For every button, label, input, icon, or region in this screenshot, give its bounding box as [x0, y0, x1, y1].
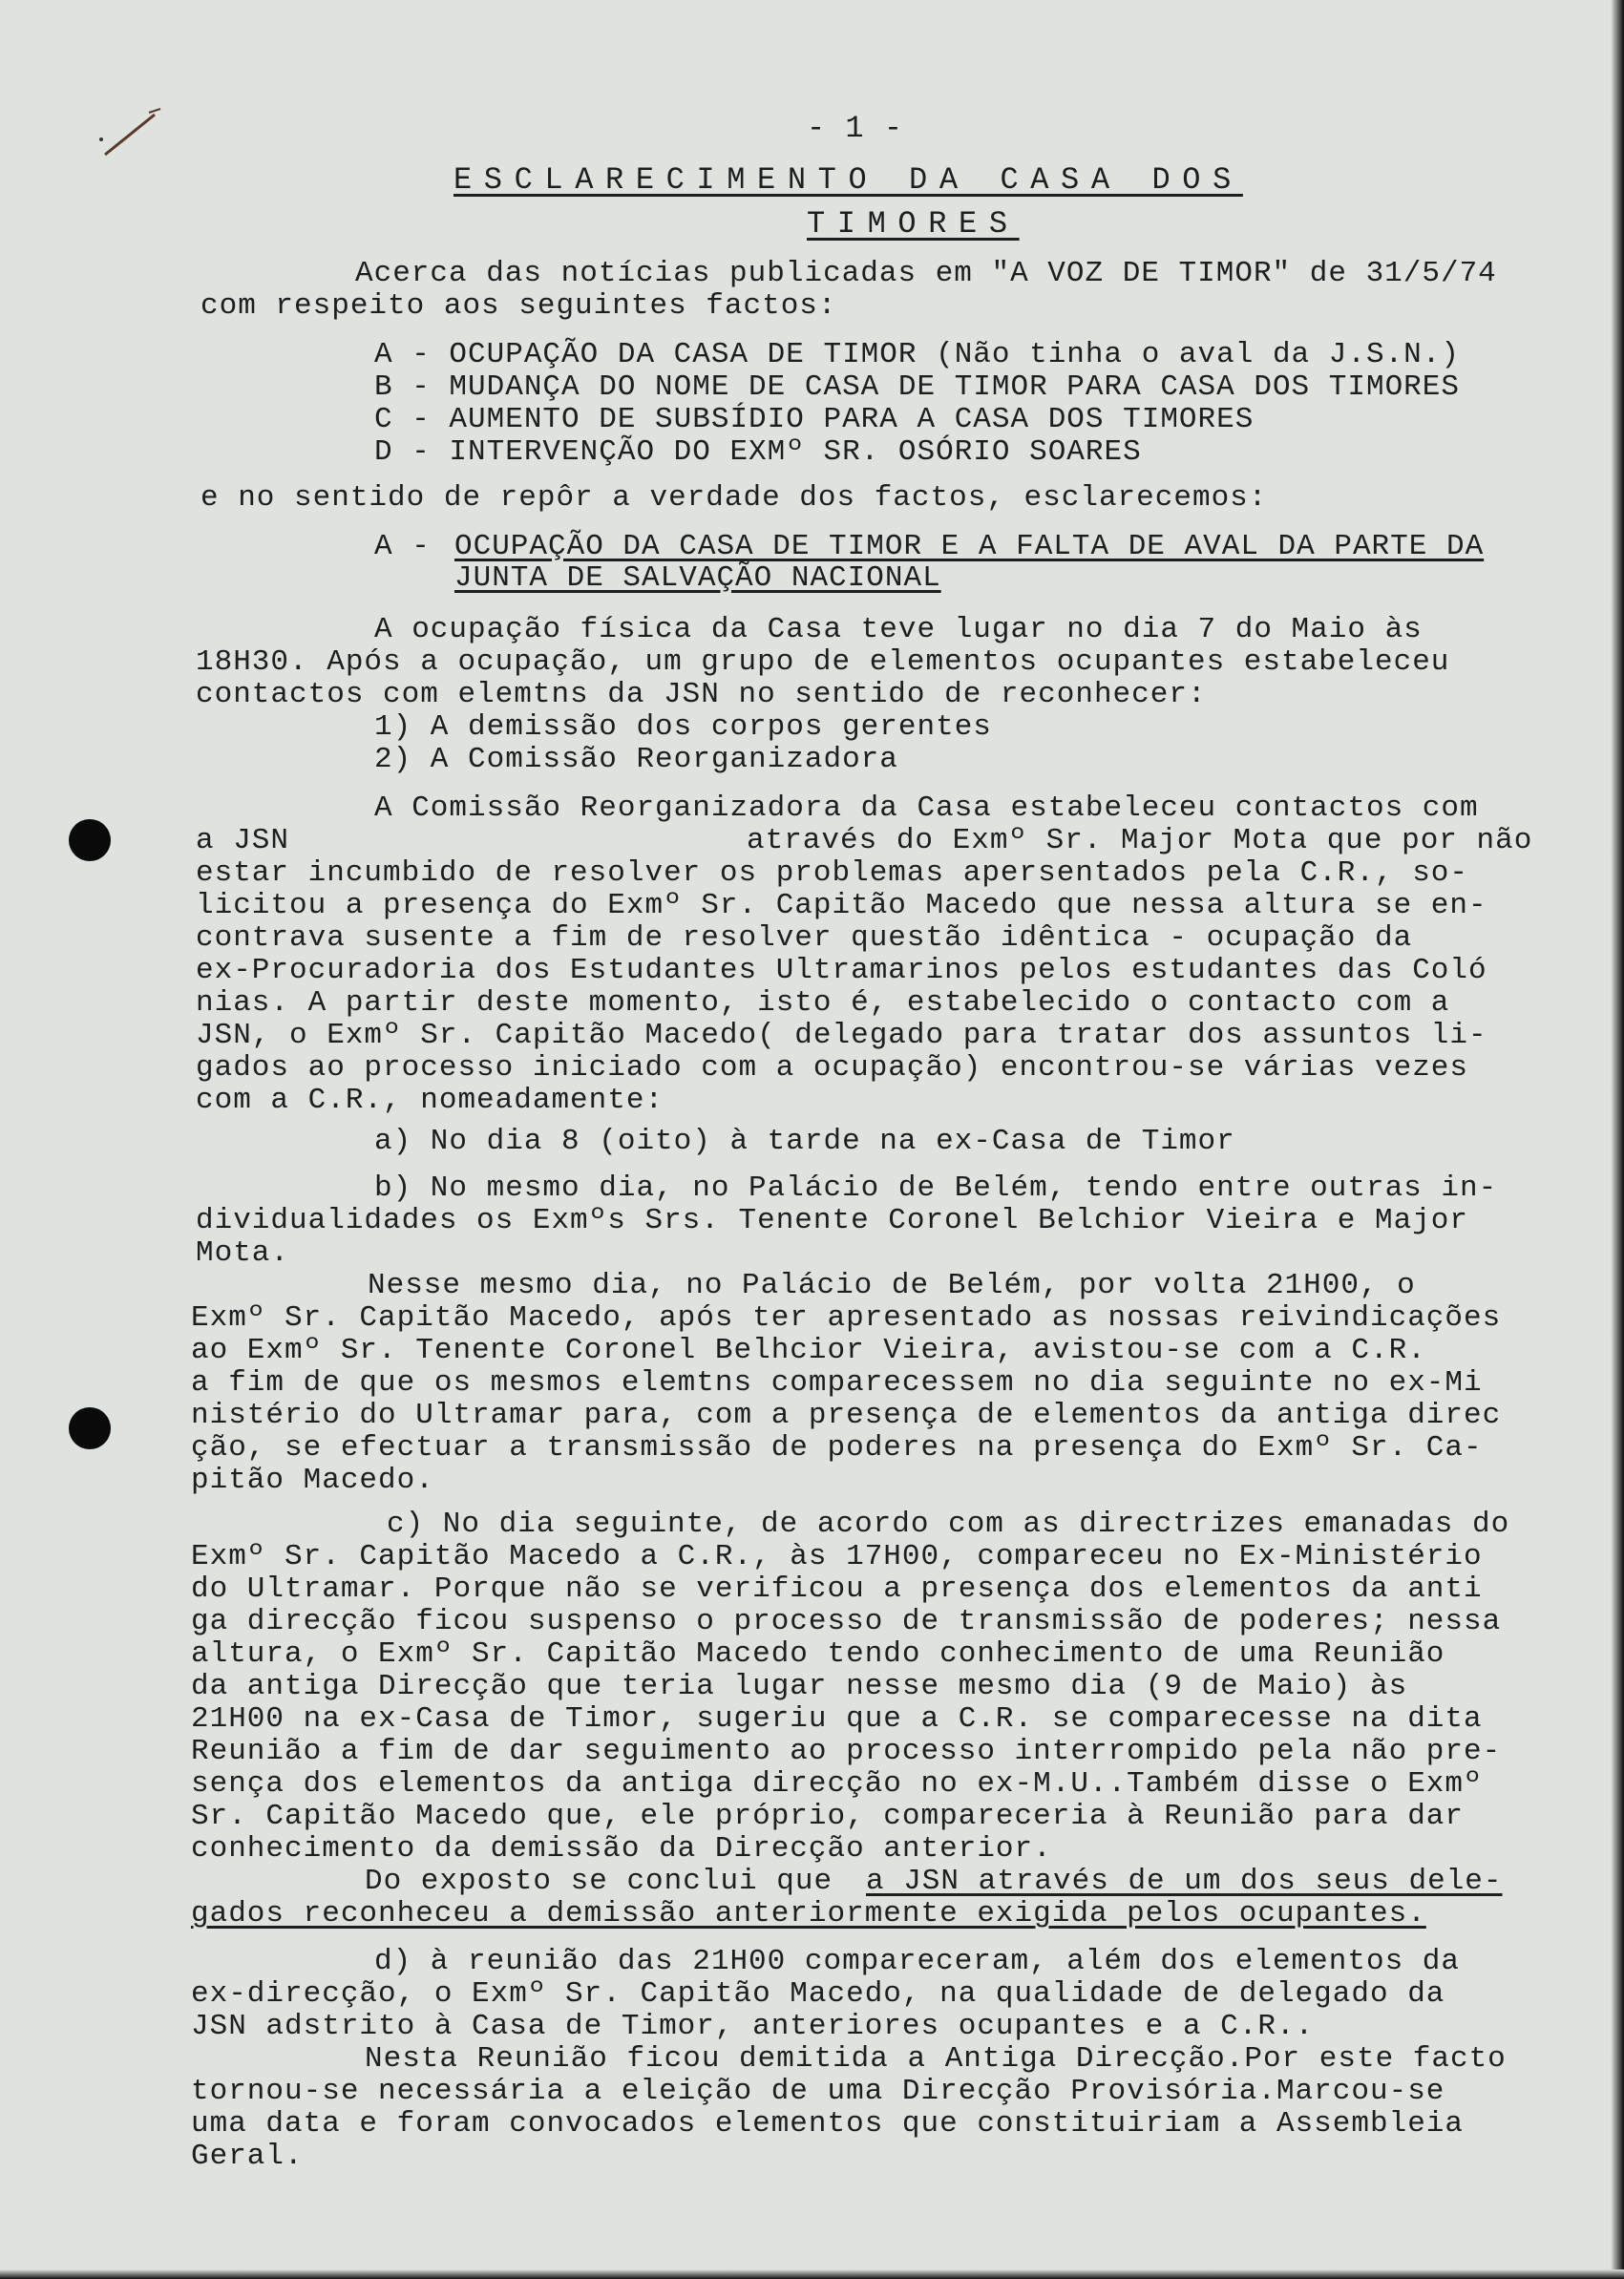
paragraph-1-line-2: 18H30. Após a ocupação, um grupo de elementos ocupantes estabeleceu [196, 645, 1450, 679]
section-a-marker: A - [374, 530, 450, 563]
document-title-line-1: ESCLARECIMENTO DA CASA DOS [453, 162, 1243, 198]
item-c-line-3: do Ultramar. Porque não se verificou a presença dos elementos da anti [191, 1572, 1483, 1606]
intro-line-1: Acerca das notícias publicadas em "A VOZ DE TIMOR" de 31/5/74 [355, 257, 1497, 290]
item-c-line-1: c) No dia seguinte, de acordo com as directrizes emanadas do [387, 1508, 1510, 1541]
item-b-line-3: Mota. [196, 1236, 290, 1270]
paragraph-4-line-1: Nesta Reunião ficou demitida a Antiga Direcção.Por este facto [365, 2042, 1507, 2076]
paragraph-2-line-8: JSN, o Exmº Sr. Capitão Macedo( delegado para tratar dos assuntos li- [196, 1019, 1487, 1052]
item-c-line-9: sença dos elementos da antiga direcção no ex-M.U..Também disse o Exmº [191, 1767, 1483, 1801]
item-d-line-1: d) à reunião das 21H00 compareceram, além dos elementos da [374, 1945, 1460, 1978]
clarify-line: e no sentido de repôr a verdade dos factos, esclarecemos: [200, 481, 1268, 515]
fact-b: B - MUDANÇA DO NOME DE CASA DE TIMOR PARA CASA DOS TIMORES [374, 370, 1460, 404]
page-edge-shadow [1611, 0, 1624, 2279]
fact-c: C - AUMENTO DE SUBSÍDIO PARA A CASA DOS TIMORES [374, 403, 1255, 436]
conclusion-prefix: Do exposto se conclui que [365, 1865, 852, 1898]
paragraph-1-line-1: A ocupação física da Casa teve lugar no dia 7 do Maio às [374, 613, 1423, 646]
section-a-heading-2: JUNTA DE SALVAÇÃO NACIONAL [454, 561, 941, 595]
paragraph-4-line-4: Geral. [191, 2140, 304, 2173]
paragraph-3-line-7: pitão Macedo. [191, 1464, 434, 1497]
pencil-mark [95, 105, 191, 162]
paragraph-4-line-2: tornou-se necessária a eleição de uma Direcção Provisória.Marcou-se [191, 2075, 1445, 2108]
item-c-line-6: da antiga Direcção que teria lugar nesse mesmo dia (9 de Maio) às [191, 1670, 1408, 1703]
paragraph-2-line-9: gados ao processo iniciado com a ocupação) encontrou-se várias vezes [196, 1051, 1469, 1085]
item-b-line-2: dividualidades os Exmºs Srs. Tenente Coronel Belchior Vieira e Major [196, 1204, 1469, 1237]
paragraph-1-item-1: 1) A demissão dos corpos gerentes [374, 710, 992, 744]
paragraph-1-item-2: 2) A Comissão Reorganizadora [374, 743, 898, 776]
item-d-line-3: JSN adstrito à Casa de Timor, anteriores ocupantes e a C.R.. [191, 2010, 1315, 2043]
paragraph-2-line-1: A Comissão Reorganizadora da Casa estabeleceu contactos com [374, 791, 1479, 825]
paragraph-2-line-10: com a C.R., nomeadamente: [196, 1084, 664, 1117]
item-c-line-7: 21H00 na ex-Casa de Timor, sugeriu que a C.R. se comparecesse na dita [191, 1702, 1483, 1736]
document-title-line-2: TIMORES [807, 206, 1020, 242]
paragraph-3-line-1: Nesse mesmo dia, no Palácio de Belém, por volta 21H00, o [368, 1269, 1416, 1302]
item-c-line-2: Exmº Sr. Capitão Macedo a C.R., às 17H00, compareceu no Ex-Ministério [191, 1540, 1483, 1573]
paragraph-3-line-4: a fim de que os mesmos elemtns comparecessem no dia seguinte no ex-Mi [191, 1366, 1483, 1400]
conclusion-underlined-1: a JSN através de um dos seus dele- [866, 1865, 1503, 1898]
paragraph-3-line-2: Exmº Sr. Capitão Macedo, após ter apresentado as nossas reivindicações [191, 1301, 1502, 1335]
paragraph-2-line-5: contrava susente a fim de resolver questão idêntica - ocupação da [196, 921, 1413, 955]
paragraph-2-line-2b: através do Exmº Sr. Major Mota que por não [747, 824, 1533, 857]
paragraph-2-line-7: nias. A partir deste momento, isto é, estabelecido o contacto com a [196, 986, 1450, 1020]
item-c-line-8: Reunião a fim de dar seguimento ao processo interrompido pela não pre- [191, 1735, 1502, 1768]
page-number: - 1 - [807, 111, 904, 146]
intro-line-2: com respeito aos seguintes factos: [200, 289, 837, 323]
item-a: a) No dia 8 (oito) à tarde na ex-Casa de Timor [374, 1125, 1235, 1158]
item-c-line-4: ga direcção ficou suspenso o processo de transmissão de poderes; nessa [191, 1605, 1502, 1638]
paragraph-3-line-6: ção, se efectuar a transmissão de poderes na presença do Exmº Sr. Ca- [191, 1431, 1483, 1465]
paragraph-3-line-3: ao Exmº Sr. Tenente Coronel Belhcior Vieira, avistou-se com a C.R. [191, 1334, 1426, 1367]
item-d-line-2: ex-direcção, o Exmº Sr. Capitão Macedo, na qualidade de delegado da [191, 1977, 1445, 2011]
paragraph-2-line-3: estar incumbido de resolver os problemas apersentados pela C.R., so- [196, 856, 1469, 890]
item-c-line-11: conhecimento da demissão da Direcção anterior. [191, 1832, 1052, 1866]
paragraph-1-line-3: contactos com elemtns da JSN no sentido de reconhecer: [196, 678, 1207, 711]
paragraph-2-line-6: ex-Procuradoria dos Estudantes Ultramarinos pelos estudantes das Coló [196, 954, 1487, 987]
section-a-heading-1: OCUPAÇÃO DA CASA DE TIMOR E A FALTA DE AVAL DA PARTE DA [454, 530, 1485, 563]
paragraph-2-line-2a: a JSN [196, 824, 290, 857]
item-c-line-10: Sr. Capitão Macedo que, ele próprio, compareceria à Reunião para dar [191, 1800, 1465, 1833]
paragraph-4-line-3: uma data e foram convocados elementos que constituiriam a Assembleia [191, 2107, 1465, 2141]
item-c-line-5: altura, o Exmº Sr. Capitão Macedo tendo conhecimento de uma Reunião [191, 1637, 1445, 1671]
conclusion-underlined-2: gados reconheceu a demissão anteriormente exigida pelos ocupantes. [191, 1897, 1426, 1931]
paragraph-2-line-4: licitou a presença do Exmº Sr. Capitão Macedo que nessa altura se en- [196, 889, 1487, 922]
paragraph-3-line-5: nistério do Ultramar para, com a presença de elementos da antiga direc [191, 1399, 1502, 1432]
fact-d: D - INTERVENÇÃO DO EXMº SR. OSÓRIO SOARES [374, 435, 1142, 469]
item-b-line-1: b) No mesmo dia, no Palácio de Belém, tendo entre outras in- [374, 1171, 1498, 1205]
punch-hole-top [69, 819, 111, 861]
page-bottom-shadow [0, 2269, 1624, 2279]
fact-a: A - OCUPAÇÃO DA CASA DE TIMOR (Não tinha o aval da J.S.N.) [374, 338, 1460, 371]
punch-hole-bottom [69, 1407, 111, 1449]
